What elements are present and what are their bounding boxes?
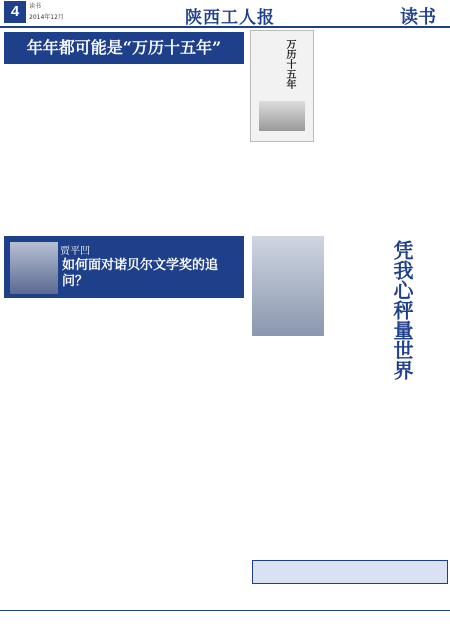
- article1-continued-column: [316, 30, 446, 235]
- promo-bar: [252, 560, 448, 584]
- article1-body: [4, 78, 244, 228]
- page-label: 读书: [29, 3, 42, 10]
- article1-banner: [4, 32, 244, 64]
- paper-title: 陕西工人报: [185, 8, 275, 28]
- article2-body: [4, 302, 249, 560]
- section-name: 读书: [400, 7, 436, 28]
- issue-date: 2014年12月: [29, 14, 64, 21]
- book-cover-title: 万历十五年: [284, 39, 295, 89]
- article2-author: 贾平凹: [60, 246, 90, 257]
- book-cover-art: [259, 101, 305, 131]
- article1-headline: 年年都可能是“万历十五年”: [26, 38, 222, 57]
- masthead: [0, 0, 450, 28]
- article2-headline: 如何面对诺贝尔文学奖的追问？: [62, 258, 219, 289]
- article3-photo: [252, 236, 324, 336]
- book-cover-image: [250, 30, 314, 142]
- article3-body: [252, 352, 446, 560]
- article2-header: [4, 236, 244, 298]
- article3-headline: 凭我心秤量世界: [390, 240, 414, 380]
- page-number: 4: [4, 1, 26, 23]
- author-photo: [10, 242, 58, 294]
- footer-bar: [0, 610, 450, 627]
